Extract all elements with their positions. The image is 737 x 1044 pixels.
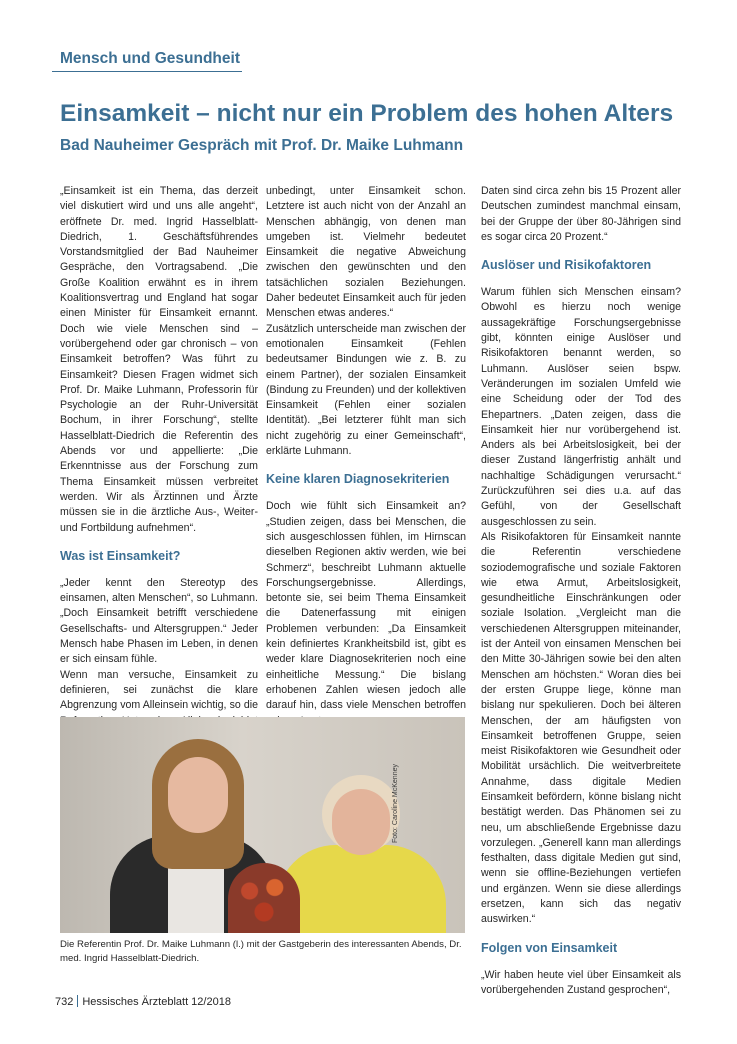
photo-caption: Die Referentin Prof. Dr. Maike Luhmann (l.) mit der Gastgeberin des interessanten Abends, Dr. med. Ingrid Hasselblatt-Diedrich.	[60, 939, 462, 964]
section-heading: Folgen von Einsamkeit	[481, 940, 618, 955]
column-1	[60, 184, 258, 744]
paragraph: „Einsamkeit ist ein Thema, das derzeit viel diskutiert wird und uns alle angeht“, eröffnete Dr. med. Ingrid Hasselblatt-Diedrich, 1. Geschäftsführendes Vorstandsmitglied der Bad Nauheimer Gespräche, den Vortragsabend. „Die Große Koalition erwähnt es in ihrem Koalitionsvertrag und England hat sogar einen Minister für Einsamkeit ernannt. Doch wie viele Menschen sind – vorübergehend oder gar chronisch – von Einsamkeit betroffen? Was führt zu Einsamkeit? Diesen Fragen widmet sich Prof. Dr. Maike Luhmann, Professorin für Psychologie an der Ruhr-Universität Bochum, in ihrer Forschung“, stellte Hasselblatt-Diedrich die Referentin des Abends vor und appellierte: „Die Erkenntnisse aus der Forschung zum Thema Einsamkeit müssen verbreitet werden. Wir als Ärztinnen und Ärzte müssen sie in die ärztliche Aus-, Weiter- und Fortbildung aufnehmen“.	[60, 185, 258, 534]
paragraph: Als Risikofaktoren für Einsamkeit nannte die Referentin verschiedene soziodemografische und soziale Faktoren wie etwa Armut, Arbeitslosigkeit, gesundheitliche Einschränkungen oder soziale Isolation. „Vergleicht man die verschiedenen Altersgruppen miteinander, ist der Anteil von einsamen Menschen bei den Mitte 30-Jährigen sowie bei den alten Menschen am höchsten.“ Woran dies bei der ersten Gruppe liege, könne man bislang nur spekulieren. Doch bei älteren Menschen, der am häufigsten von Einsamkeit betroffenen Gruppe, seien meist Risikofaktoren wie Gesundheit oder Mobilität ursächlich. Die weitverbreitete Annahme, dass digitale Medien Einsamkeit befördern, könne bislang nicht bestätigt werden. Das Phänomen sei zu neu, um abschließende Ergebnisse dazu vorzulegen. „Generell kann man allerdings festhalten, dass digitale Medien gut sind, wenn sie offline-Beziehungen vertiefen und ergänzen. Wenn sie diese allerdings ersetzen, kann sich das negativ auswirken.“	[481, 530, 681, 926]
section-rule	[52, 71, 242, 72]
photo-person-right-body	[276, 845, 446, 933]
journal-name: Hessisches Ärzteblatt 12/2018	[82, 996, 231, 1008]
photo-flowers	[228, 863, 300, 933]
section-heading: Keine klaren Diagnosekriterien	[266, 472, 450, 487]
article-title: Einsamkeit – nicht nur ein Problem des hohen Alters	[60, 100, 674, 127]
article-photo	[60, 717, 465, 933]
page-footer	[55, 995, 231, 1008]
photo-person-right-face	[332, 789, 390, 855]
section-heading: Was ist Einsamkeit?	[60, 548, 181, 563]
article-subtitle: Bad Nauheimer Gespräch mit Prof. Dr. Maike Luhmann	[60, 137, 464, 154]
paragraph: Daten sind circa zehn bis 15 Prozent aller Deutschen zumindest manchmal einsam, bei der Gruppe der über 80-Jährigen sind es sogar circa 20 Prozent.“	[481, 185, 681, 243]
column-3	[481, 184, 681, 998]
paragraph: „Wir haben heute viel über Einsamkeit als vorübergehenden Zustand gesprochen“,	[481, 968, 681, 996]
footer-divider	[77, 995, 78, 1007]
paragraph: Zusätzlich unterscheide man zwischen der emotionalen Einsamkeit (Fehlen bedeutsamer Bindungen wie z. B. zu einem Partner), der sozialen Einsamkeit (Bindung zu Freunden) und der kollektiven Einsamkeit (Fehlen einer sozialen Identität). „Bei letzterer fühlt man sich nicht zugehörig zu einer Gemeinschaft“, erklärte Luhmann.	[266, 322, 466, 458]
photo-person-left-face	[168, 757, 228, 833]
paragraph: Doch wie fühlt sich Einsamkeit an? „Studien zeigen, dass bei Menschen, die sich ausgeschlossen fühlen, im Hirnscan dieselben Regionen aktiv werden, wie bei Schmerz“, beschreibt Luhmann aktuelle Forschungsergebnisse. Allerdings, betonte sie, sei beim Thema Einsamkeit die Datenerfassung mit einigen Problemen verbunden: „Da Einsamkeit kein definiertes Krankheitsbild ist, gibt es weder klare Diagnosekriterien noch eine einheitliche Messung.“ Die bislang erhobenen Zahlen wiesen jedoch alle darauf hin, dass viele Menschen betroffen	[266, 500, 466, 712]
paragraph: „Jeder kennt den Stereotyp des einsamen, alten Menschen“, so Luhmann. „Doch Einsamkeit betrifft verschiedene Gesellschafts- und Altersgruppen.“ Jeder Mensch habe Phasen im Leben, in denen er sich einsam fühle.	[60, 576, 258, 666]
column-2	[266, 184, 466, 729]
section-heading: Auslöser und Risikofaktoren	[481, 258, 652, 273]
paragraph: Warum fühlen sich Menschen einsam? Obwohl es hierzu noch wenige aussagekräftige Forschungsergebnisse gibt, könnten einige Auslöser und Risikofaktoren benannt werden, so Luhmann. Auslöser seien bspw. Veränderungen im sozialen Umfeld wie eine Scheidung oder der Tod des Ehepartners. „Daten zeigen, dass die Einsamkeit hier nur vorübergehend ist. Anders als bei Arbeitslosigkeit, bei der dieser Zustand längerfristig anhält und nachhaltige Schädigungen verursacht.“ Zurückzuführen sei dies u.a. auf das Gefühl, von der Gesellschaft ausgeschlossen zu sein.	[481, 286, 681, 528]
photo-credit: Foto: Caroline McKenney	[392, 764, 399, 843]
section-label: Mensch und Gesundheit	[60, 50, 240, 67]
page-number: 732	[55, 996, 74, 1008]
paragraph: unbedingt, unter Einsamkeit schon. Letztere ist auch nicht von der Anzahl an Menschen abhängig, von denen man umgeben ist. Vielmehr bedeutet Einsamkeit die negative Abweichung zwischen den gewünschten und den tatsächlichen sozialen Beziehungen. Daher bedeutet Einsamkeit auch für jeden Menschen etwas anderes.“	[266, 185, 466, 320]
paragraph: Wenn man versuche, Einsamkeit zu definieren, sei zunächst die klare Abgrenzung vom Alleinsein wichtig, so die	[60, 668, 258, 712]
